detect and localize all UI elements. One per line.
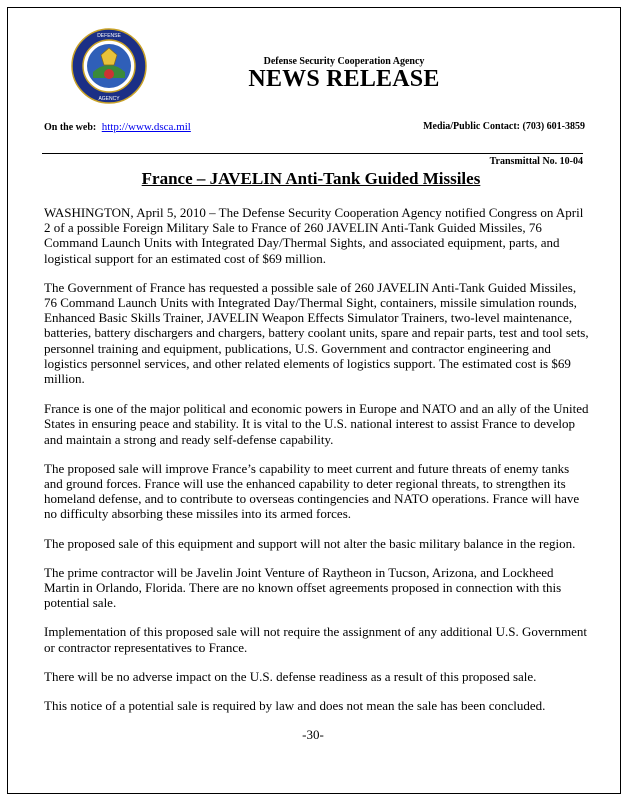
page-number: -30-	[302, 727, 324, 742]
paragraph: The proposed sale will improve France’s capability to meet current and future threats of enemy tanks and ground forces. France will use the enhanced capability to deter regional threats, to strengthen its homeland defense, and to contribute to overseas contingencies and NATO operations. France will have no difficulty absorbing these missiles into its armed forces.	[44, 460, 580, 522]
web-line	[44, 121, 191, 133]
web-label: On the web:	[44, 122, 97, 133]
header-divider	[42, 153, 583, 154]
paragraph: The Government of France has requested a possible sale of 260 JAVELIN Anti-Tank Guided Missiles, 76 Command Launch Units with Integrated Day/Thermal Sight, containers, missile simulation rounds, Enhanced Basic Skills Trainer, JAVELIN Weapon Effects Simulator Trainers, two-level maintenance, batteries, battery dischargers and chargers, battery coolant units, spare and repair parts, test and tool sets, personnel training and equipment, publications, U.S. Government and contractor engineering and logistics personnel services, and other related elements of logistics support. The estimated cost is $69 million.	[44, 279, 589, 387]
paragraph: The prime contractor will be Javelin Joint Venture of Raytheon in Tucson, Arizona, and Lockheed Martin in Orlando, Florida. There are no known offset agreements proposed in connection with this potential sale.	[44, 564, 562, 611]
paragraph: France is one of the major political and economic powers in Europe and NATO and an ally of the United States in ensuring peace and stability. It is vital to the U.S. national interest to assist France to develop and maintain a strong and ready self-defense capability.	[44, 401, 589, 447]
article-body	[44, 205, 589, 727]
svg-text:AGENCY: AGENCY	[98, 96, 120, 102]
paragraph: There will be no adverse impact on the U.S. defense readiness as a result of this proposed sale.	[44, 668, 537, 684]
transmittal-number: Transmittal No. 10-04	[489, 156, 583, 167]
paragraph: The proposed sale of this equipment and support will not alter the basic military balance in the region.	[44, 535, 576, 551]
paragraph: WASHINGTON, April 5, 2010 – The Defense Security Cooperation Agency notified Congress on April 2 of a possible Foreign Military Sale to France of 260 JAVELIN Anti-Tank Guided Missiles, 76 Command Launch Units with Integrated Day/Thermal Sights, and associated equipment, parts, and logistical support for an estimated cost of $69 million.	[44, 205, 584, 266]
website-link[interactable]: http://www.dsca.mil	[101, 121, 191, 133]
paragraph: This notice of a potential sale is required by law and does not mean the sale has been concluded.	[44, 698, 546, 714]
agency-name: Defense Security Cooperation Agency	[263, 56, 425, 67]
paragraph: Implementation of this proposed sale will not require the assignment of any additional U.S. Government or contractor representatives to France.	[44, 624, 587, 655]
page-title: NEWS RELEASE	[248, 66, 440, 92]
article-title: France – JAVELIN Anti-Tank Guided Missiles	[141, 169, 481, 188]
media-contact: Media/Public Contact: (703) 601-3859	[423, 121, 585, 132]
svg-text:DEFENSE: DEFENSE	[97, 33, 121, 39]
